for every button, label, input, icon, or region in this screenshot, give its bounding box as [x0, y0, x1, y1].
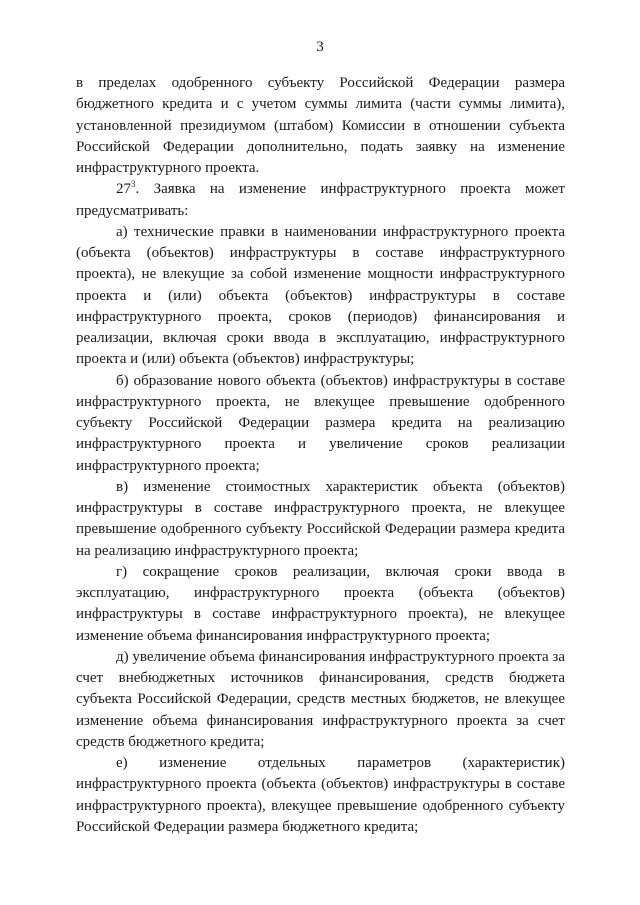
paragraph-continuation: в пределах одобренного субъекту Российской Федерации размера бюджетного кредита и с учетом суммы лимита (части суммы лимита), установленной президиумом (штабом) Комиссии в отношении субъекта Российской Федерации дополнительно, подать заявку на изменение инфраструктурного проекта.: [76, 75, 565, 176]
clause-number: 27: [116, 181, 131, 198]
paragraph-item-b: б) образование нового объекта (объектов) инфраструктуры в составе инфраструктурного проекта, не влекущее превышение одобренного субъекту Российской Федерации размера кредита на реализацию инфраструктурного проекта и увеличение сроков реализации инфраструктурного проекта;: [76, 372, 565, 474]
clause-number-superscript: 3: [131, 179, 136, 190]
paragraph-item-e: е) изменение отдельных параметров (характеристик) инфраструктурного проекта (объекта (объектов) инфраструктуры в составе инфраструктурного проекта), влекущее превышение одобренного субъекту Российской Федерации размера бюджетного кредита;: [76, 755, 565, 835]
page-number: 3: [316, 39, 324, 55]
paragraph-item-d: д) увеличение объема финансирования инфраструктурного проекта за счет внебюджетных источников финансирования, средств бюджета субъекта Российской Федерации, средств местных бюджетов, не влекущее изменение объема финансирования инфраструктурного проекта за счет средств бюджетного кредита;: [76, 648, 565, 750]
paragraph-item-v: в) изменение стоимостных характеристик объекта (объектов) инфраструктуры в составе инфраструктурного проекта, не влекущее превышение одобренного субъекту Российской Федерации размера кредита на реализацию инфраструктурного проекта;: [76, 478, 565, 559]
document-body: [76, 73, 565, 838]
paragraph-clause-27-3: [76, 179, 565, 222]
paragraph-item-a: а) технические правки в наименовании инфраструктурного проекта (объекта (объектов) инфраструктуры в составе инфраструктурного проекта), не влекущие за собой изменение мощности инфраструктурного проекта и (или) объекта (объектов) инфраструктуры в составе инфраструктурного проекта, сроков (периодов) финансирования и реализации, включая сроки ввода в эксплуатацию, инфраструктурного проекта и (или) объекта (объектов) инфраструктуры;: [76, 223, 565, 368]
paragraph-item-g: г) сокращение сроков реализации, включая сроки ввода в эксплуатацию, инфраструктурного проекта (объекта (объектов) инфраструктуры в составе инфраструктурного проекта), не влекущее изменение объема финансирования инфраструктурного проекта;: [76, 563, 565, 644]
clause-text: . Заявка на изменение инфраструктурного проекта может предусматривать:: [76, 181, 565, 219]
